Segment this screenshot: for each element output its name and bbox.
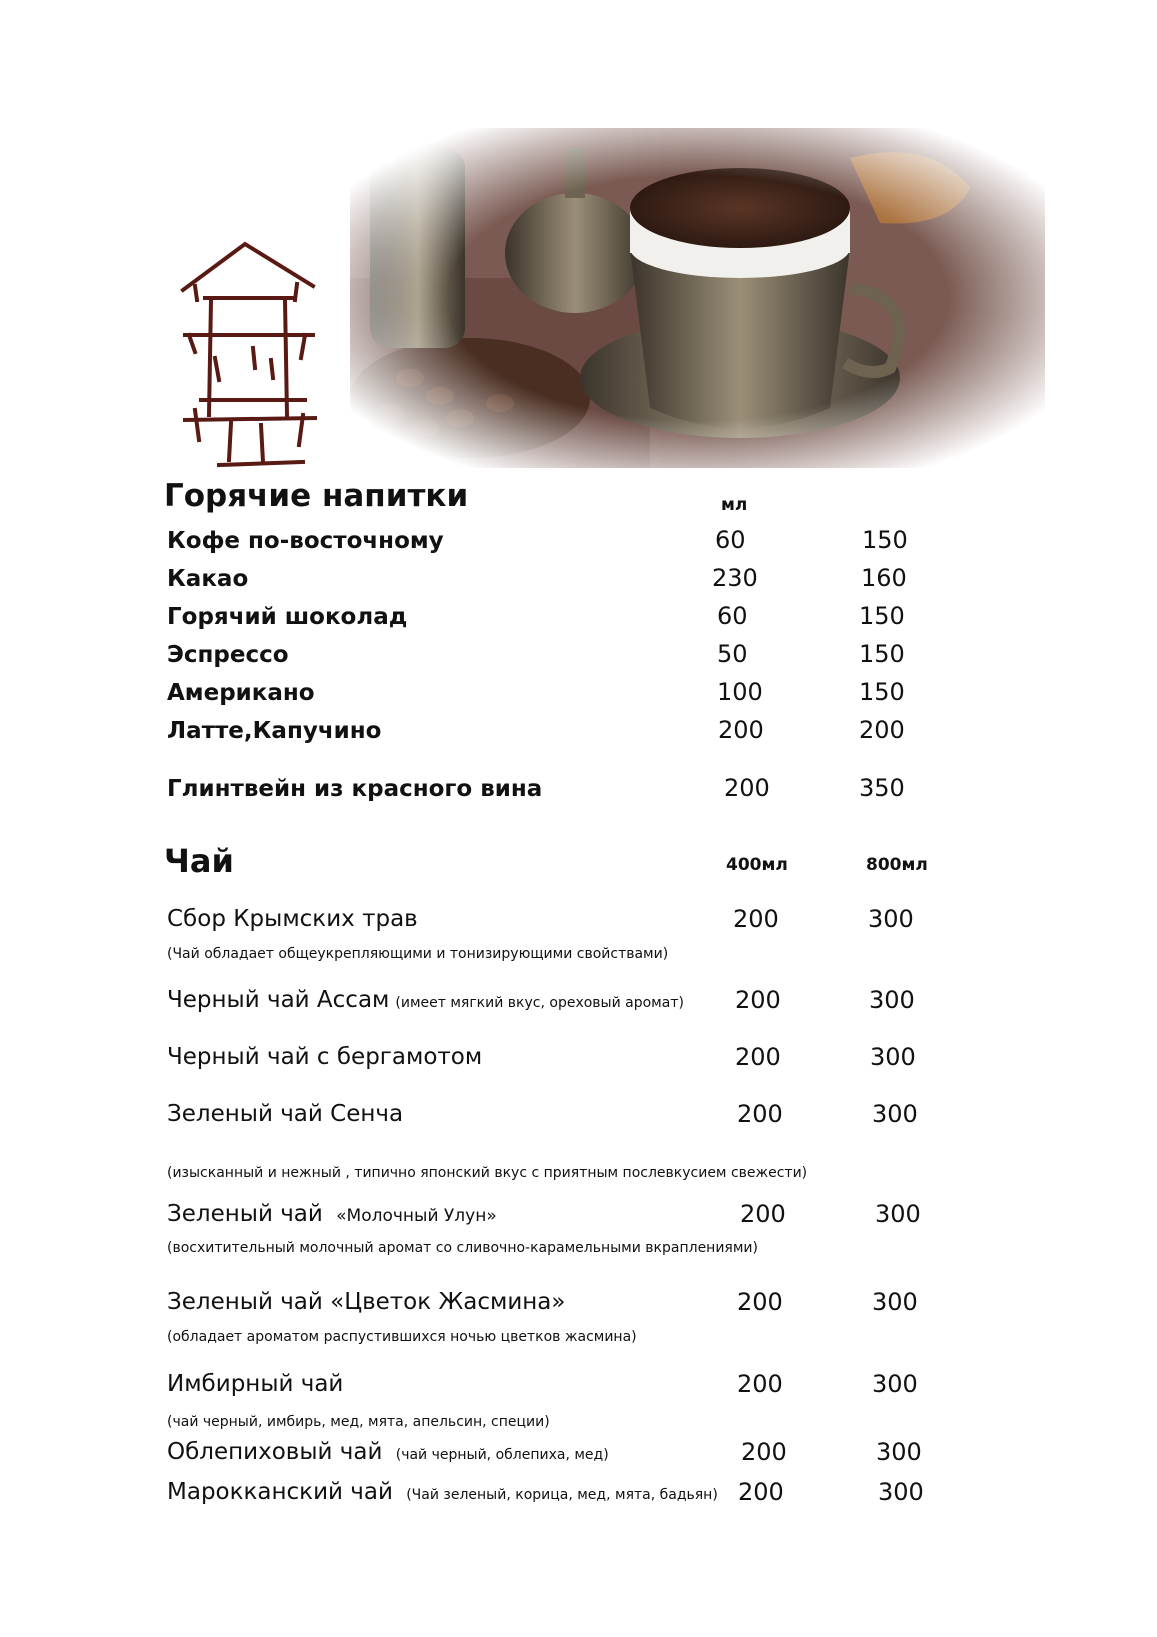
- price-400: 200: [741, 1438, 787, 1466]
- tea-name: Облепиховый чай: [167, 1439, 390, 1465]
- menu-item: Горячий шоколад: [167, 604, 408, 630]
- col-400ml-header: 400мл: [726, 855, 788, 875]
- tea-item: [167, 1439, 609, 1465]
- price-400: 200: [738, 1478, 784, 1506]
- menu-item: Американо: [167, 680, 315, 706]
- price-400: 200: [740, 1200, 786, 1228]
- item-volume: 50: [717, 640, 748, 668]
- item-volume: 200: [724, 774, 770, 802]
- tea-name: Марокканский чай: [167, 1479, 401, 1505]
- tea-inline-note: (чай черный, облепиха, мед): [395, 1447, 609, 1463]
- price-800: 300: [872, 1370, 918, 1398]
- item-price: 150: [859, 640, 905, 668]
- menu-item: Глинтвейн из красного вина: [167, 776, 543, 802]
- tea-name: Зеленый чай: [167, 1201, 331, 1227]
- item-price: 200: [859, 716, 905, 744]
- item-volume: 100: [717, 678, 763, 706]
- tea-item: Зеленый чай Сенча: [167, 1101, 404, 1127]
- item-volume: 60: [715, 526, 746, 554]
- tea-item: Зеленый чай «Цветок Жасмина»: [167, 1289, 566, 1315]
- tea-note: (Чай обладает общеукрепляющими и тонизирующими свойствами): [167, 946, 669, 962]
- volume-column-header: мл: [721, 495, 748, 515]
- item-volume: 200: [718, 716, 764, 744]
- price-400: 200: [737, 1370, 783, 1398]
- tea-inline-note: «Молочный Улун»: [336, 1206, 497, 1226]
- tea-note: (восхитительный молочный аромат со сливочно-карамельными вкраплениями): [167, 1240, 758, 1256]
- price-800: 300: [872, 1100, 918, 1128]
- price-800: 300: [876, 1438, 922, 1466]
- item-price: 350: [859, 774, 905, 802]
- item-volume: 60: [717, 602, 748, 630]
- price-400: 200: [737, 1288, 783, 1316]
- item-price: 160: [861, 564, 907, 592]
- menu-item: Кофе по-восточному: [167, 528, 444, 554]
- price-400: 200: [735, 1043, 781, 1071]
- item-volume: 230: [712, 564, 758, 592]
- price-800: 300: [878, 1478, 924, 1506]
- item-price: 150: [859, 602, 905, 630]
- menu-item: Эспрессо: [167, 642, 289, 668]
- tea-item: [167, 1479, 718, 1505]
- tea-item: Сбор Крымских трав: [167, 906, 418, 932]
- tea-item: [167, 987, 684, 1013]
- price-800: 300: [868, 905, 914, 933]
- price-400: 200: [733, 905, 779, 933]
- tea-inline-note: (имеет мягкий вкус, ореховый аромат): [395, 995, 684, 1011]
- tea-item: Черный чай с бергамотом: [167, 1044, 483, 1070]
- price-400: 200: [735, 986, 781, 1014]
- price-800: 300: [870, 1043, 916, 1071]
- tea-note: (обладает ароматом распустившихся ночью цветков жасмина): [167, 1329, 637, 1345]
- price-400: 200: [737, 1100, 783, 1128]
- tea-title: Чай: [164, 842, 234, 880]
- item-price: 150: [862, 526, 908, 554]
- col-800ml-header: 800мл: [866, 855, 928, 875]
- tea-note: (чай черный, имбирь, мед, мята, апельсин, специи): [167, 1414, 550, 1430]
- price-800: 300: [869, 986, 915, 1014]
- tea-inline-note: (Чай зеленый, корица, мед, мята, бадьян): [406, 1487, 718, 1503]
- hot-drinks-title: Горячие напитки: [164, 478, 469, 514]
- menu-item: Латте,Капучино: [167, 718, 382, 744]
- tower-logo-icon: [175, 240, 325, 485]
- tea-item: Имбирный чай: [167, 1371, 344, 1397]
- item-price: 150: [859, 678, 905, 706]
- tea-item: [167, 1201, 497, 1227]
- tea-note: (изысканный и нежный , типично японский вкус с приятным послевкусием свежести): [167, 1165, 808, 1181]
- price-800: 300: [875, 1200, 921, 1228]
- tea-name: Черный чай Ассам: [167, 987, 390, 1013]
- price-800: 300: [872, 1288, 918, 1316]
- menu-item: Какао: [167, 566, 249, 592]
- turkish-coffee-photo: [350, 128, 1045, 468]
